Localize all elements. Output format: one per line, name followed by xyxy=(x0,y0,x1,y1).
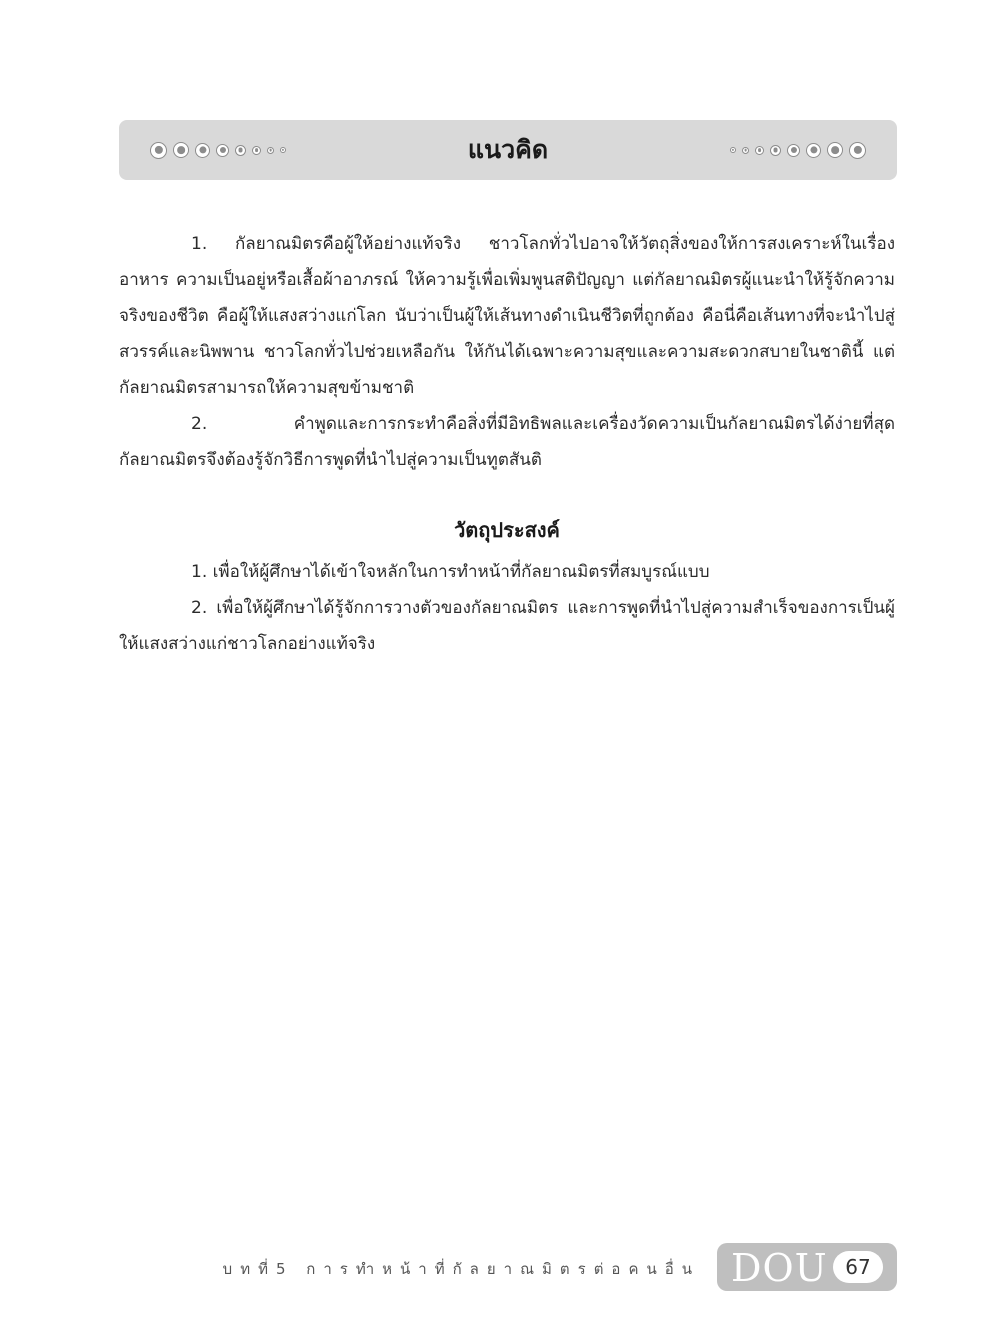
circle-dot-icon xyxy=(806,143,821,158)
dou-logo: DOU xyxy=(731,1246,828,1290)
section-heading-objectives: วัตถุประสงค์ xyxy=(454,518,560,542)
circle-dot-icon xyxy=(770,145,781,156)
concept-paragraph-2: 2. คำพูดและการกระทำคือสิ่งที่มีอิทธิพลและเครื่องวัดความเป็นกัลยาณมิตรได้ง่ายที่สุด กัลยาณมิตรจึงต้องรู้จักวิธีการพูดที่นำไปสู่ความเป็นทูตสันติ xyxy=(119,414,895,470)
footer-badge xyxy=(717,1243,897,1291)
circle-dot-icon xyxy=(787,144,800,157)
decorative-dots-right xyxy=(727,120,869,180)
page-number: 67 xyxy=(833,1251,883,1283)
concept-header-bar xyxy=(119,120,897,180)
circle-dot-icon xyxy=(827,142,843,158)
footer-chapter-title: บทที่5 การทำหน้าที่กัลยาณมิตรต่อคนอื่น xyxy=(222,1260,700,1278)
circle-dot-icon xyxy=(742,147,749,154)
concept-paragraph-1: 1. กัลยาณมิตรคือผู้ให้อย่างแท้จริง ชาวโลกทั่วไปอาจให้วัตถุสิ่งของให้การสงเคราะห์ในเรื่องอาหาร ความเป็นอยู่หรือเสื้อผ้าอาภรณ์ ให้ความรู้เพื่อเพิ่มพูนสติปัญญา แต่กัลยาณมิตรผู้แนะนำให้รู้จักความจริงของชีวิต คือผู้ให้แสงสว่างแก่โลก นับว่าเป็นผู้ให้เส้นทางดำเนินชีวิตที่ถูกต้อง คือนี่คือเส้นทางที่จะนำไปสู่สวรรค์และนิพพาน ชาวโลกทั่วไปช่วยเหลือกัน ให้กันได้เฉพาะความสุขและความสะดวกสบายในชาตินี้ แต่กัลยาณมิตรสามารถให้ความสุขข้ามชาติ xyxy=(119,234,895,398)
objective-item-2: 2. เพื่อให้ผู้ศึกษาได้รู้จักการวางตัวของกัลยาณมิตร และการพูดที่นำไปสู่ความสำเร็จของการเป็นผู้ให้แสงสว่างแก่ชาวโลกอย่างแท้จริง xyxy=(119,598,895,654)
page-content xyxy=(119,226,895,662)
circle-dot-icon xyxy=(755,146,764,155)
section-heading-concept: แนวคิด xyxy=(467,135,549,164)
circle-dot-icon xyxy=(730,147,736,153)
objective-item-1: 1. เพื่อให้ผู้ศึกษาได้เข้าใจหลักในการทำหน้าที่กัลยาณมิตรที่สมบูรณ์แบบ xyxy=(191,562,710,582)
circle-dot-icon xyxy=(849,142,866,159)
